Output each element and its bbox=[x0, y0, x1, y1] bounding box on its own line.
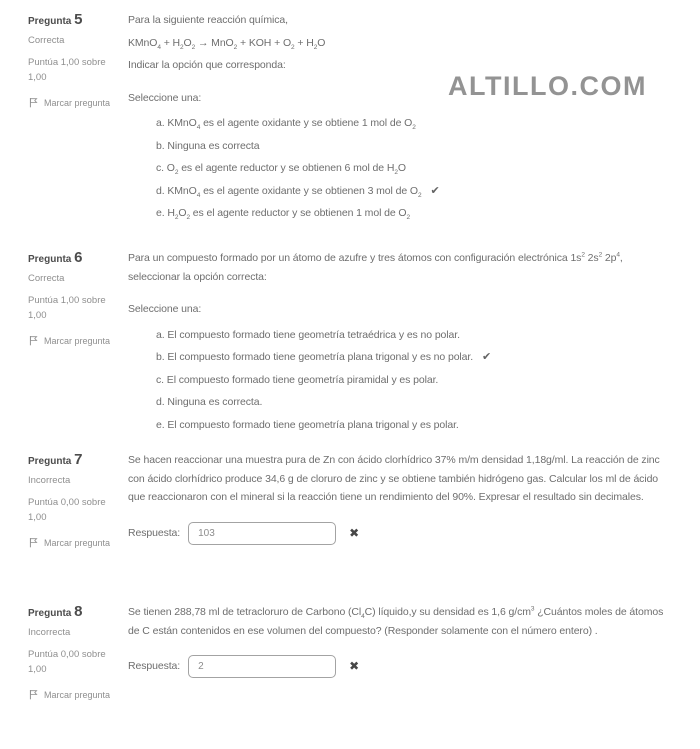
correct-check-icon: ✔ bbox=[482, 351, 492, 363]
question-title bbox=[28, 250, 128, 265]
answer-option-a bbox=[156, 324, 676, 347]
flag-label: Marcar pregunta bbox=[44, 335, 111, 346]
answer-option-b bbox=[156, 346, 676, 369]
answer-option-c bbox=[156, 157, 676, 180]
flag-label: Marcar pregunta bbox=[44, 537, 111, 548]
question-grade: Puntúa 1,00 sobre 1,00 bbox=[28, 295, 106, 321]
question-info-panel bbox=[28, 602, 128, 700]
option-text: b. El compuesto formado tiene geometría plana trigonal y es no polar. bbox=[156, 351, 474, 363]
flag-icon bbox=[28, 537, 39, 548]
options-list bbox=[128, 112, 676, 225]
question-content bbox=[128, 248, 676, 436]
incorrect-x-icon: ✖ bbox=[349, 525, 360, 540]
question-status: Incorrecta bbox=[28, 627, 71, 638]
question-number: 7 bbox=[74, 451, 83, 468]
answer-option-c bbox=[156, 369, 676, 392]
flag-question-link[interactable] bbox=[28, 97, 128, 108]
question-number: 8 bbox=[74, 603, 83, 620]
option-text: a. El compuesto formado tiene geometría tetraédrica y es no polar. bbox=[156, 328, 460, 341]
option-text: d. KMnO$_4$ es el agente oxidante y se obtienen 3 mol de $O_2$ bbox=[156, 184, 422, 199]
question-text-line: Para un compuesto formado por un átomo de azufre y tres átomos con configuración electrónica $1s^2$ $2s^2$ $2p^4$, seleccionar la opción correcta: bbox=[128, 251, 623, 283]
flag-question-link[interactable] bbox=[28, 689, 128, 700]
question-block-6 bbox=[28, 248, 676, 436]
question-content bbox=[128, 10, 676, 225]
option-text: c. $O_2$ es el agente reductor y se obtienen 6 mol de $H_2O$ bbox=[156, 162, 406, 177]
flag-icon bbox=[28, 689, 39, 700]
answer-input[interactable] bbox=[188, 655, 336, 678]
answer-row bbox=[128, 655, 676, 678]
question-title bbox=[28, 12, 128, 27]
question-info-panel bbox=[28, 450, 128, 548]
option-text: c. El compuesto formado tiene geometría piramidal y es polar. bbox=[156, 373, 439, 386]
options-list bbox=[128, 324, 676, 437]
answer-label: Respuesta: bbox=[128, 526, 181, 539]
question-text-line: Para la siguiente reacción química, bbox=[128, 14, 288, 26]
question-label: Pregunta bbox=[28, 456, 72, 467]
flag-question-link[interactable] bbox=[28, 537, 128, 548]
option-text: e. El compuesto formado tiene geometría plana trigonal y es polar. bbox=[156, 418, 459, 431]
answer-label: Respuesta: bbox=[128, 660, 181, 673]
flag-icon bbox=[28, 97, 39, 108]
flag-question-link[interactable] bbox=[28, 335, 128, 346]
question-content bbox=[128, 450, 676, 548]
question-info-panel bbox=[28, 10, 128, 225]
question-status: Correcta bbox=[28, 273, 65, 284]
flag-icon bbox=[28, 335, 39, 346]
altillo-watermark: ALTILLO.COM bbox=[448, 71, 647, 101]
answer-row bbox=[128, 522, 676, 545]
question-title bbox=[28, 604, 128, 619]
question-text-line: Se tienen 288,78 ml de tetracloruro de Carbono $(Cl_4C)$ líquido,y su densidad es 1,6 $g/cm^3$ ¿Cuántos moles de átomos de C están contenidos en ese volumen del compuesto? (Responder solamente con el número entero) . bbox=[128, 605, 664, 637]
answer-option-e bbox=[156, 414, 676, 437]
question-number: 5 bbox=[74, 11, 83, 28]
question-label: Pregunta bbox=[28, 254, 72, 265]
question-info-panel bbox=[28, 248, 128, 436]
select-one-label: Seleccione una: bbox=[128, 91, 202, 104]
question-block-7 bbox=[28, 450, 676, 548]
question-content bbox=[128, 602, 676, 700]
correct-check-icon: ✔ bbox=[430, 184, 440, 197]
question-label: Pregunta bbox=[28, 608, 72, 619]
question-block-5 bbox=[28, 10, 676, 225]
option-text: a. KMnO$_4$ es el agente oxidante y se obtiene 1 mol de $O_2$ bbox=[156, 117, 416, 132]
select-one-label: Seleccione una: bbox=[128, 303, 202, 315]
option-text: e. $H_2O_2$ es el agente reductor y se obtienen 1 mol de $O_2$ bbox=[156, 207, 411, 222]
option-text: d. Ninguna es correcta. bbox=[156, 396, 263, 408]
question-grade: Puntúa 1,00 sobre 1,00 bbox=[28, 57, 106, 83]
question-grade: Puntúa 0,00 sobre 1,00 bbox=[28, 497, 106, 523]
answer-option-b bbox=[156, 135, 676, 158]
answer-option-e bbox=[156, 202, 676, 225]
question-text-line: Indicar la opción que corresponda: bbox=[128, 59, 286, 71]
chemical-equation: KMnO$_4$ + $H_2O_2 \to MnO_2$ + KOH + $O_2 + H_2O$ bbox=[128, 36, 326, 51]
question-block-8 bbox=[28, 602, 676, 700]
question-title bbox=[28, 452, 128, 467]
question-text-line: Se hacen reaccionar una muestra pura de Zn con ácido clorhídrico 37% m/m densidad 1,18g/ml. La reacción de zinc con ácido clorhídrico produce 34,6 g de cloruro de zinc y se obtiene también hidrógeno gas. Calcular los ml de ácido que reaccionaron con el mineral si la reacción tiene un rendimiento del 90%. Expresar el resultado sin decimales. bbox=[128, 454, 660, 503]
question-status: Incorrecta bbox=[28, 475, 71, 486]
question-status: Correcta bbox=[28, 35, 65, 46]
option-text: b. Ninguna es correcta bbox=[156, 139, 260, 152]
answer-option-d bbox=[156, 180, 676, 203]
answer-input[interactable] bbox=[188, 522, 336, 545]
question-label: Pregunta bbox=[28, 16, 72, 27]
question-grade: Puntúa 0,00 sobre 1,00 bbox=[28, 649, 106, 675]
flag-label: Marcar pregunta bbox=[44, 97, 111, 108]
answer-option-d bbox=[156, 391, 676, 414]
question-number: 6 bbox=[74, 249, 83, 266]
incorrect-x-icon: ✖ bbox=[349, 659, 360, 674]
flag-label: Marcar pregunta bbox=[44, 689, 111, 700]
answer-option-a bbox=[156, 112, 676, 135]
